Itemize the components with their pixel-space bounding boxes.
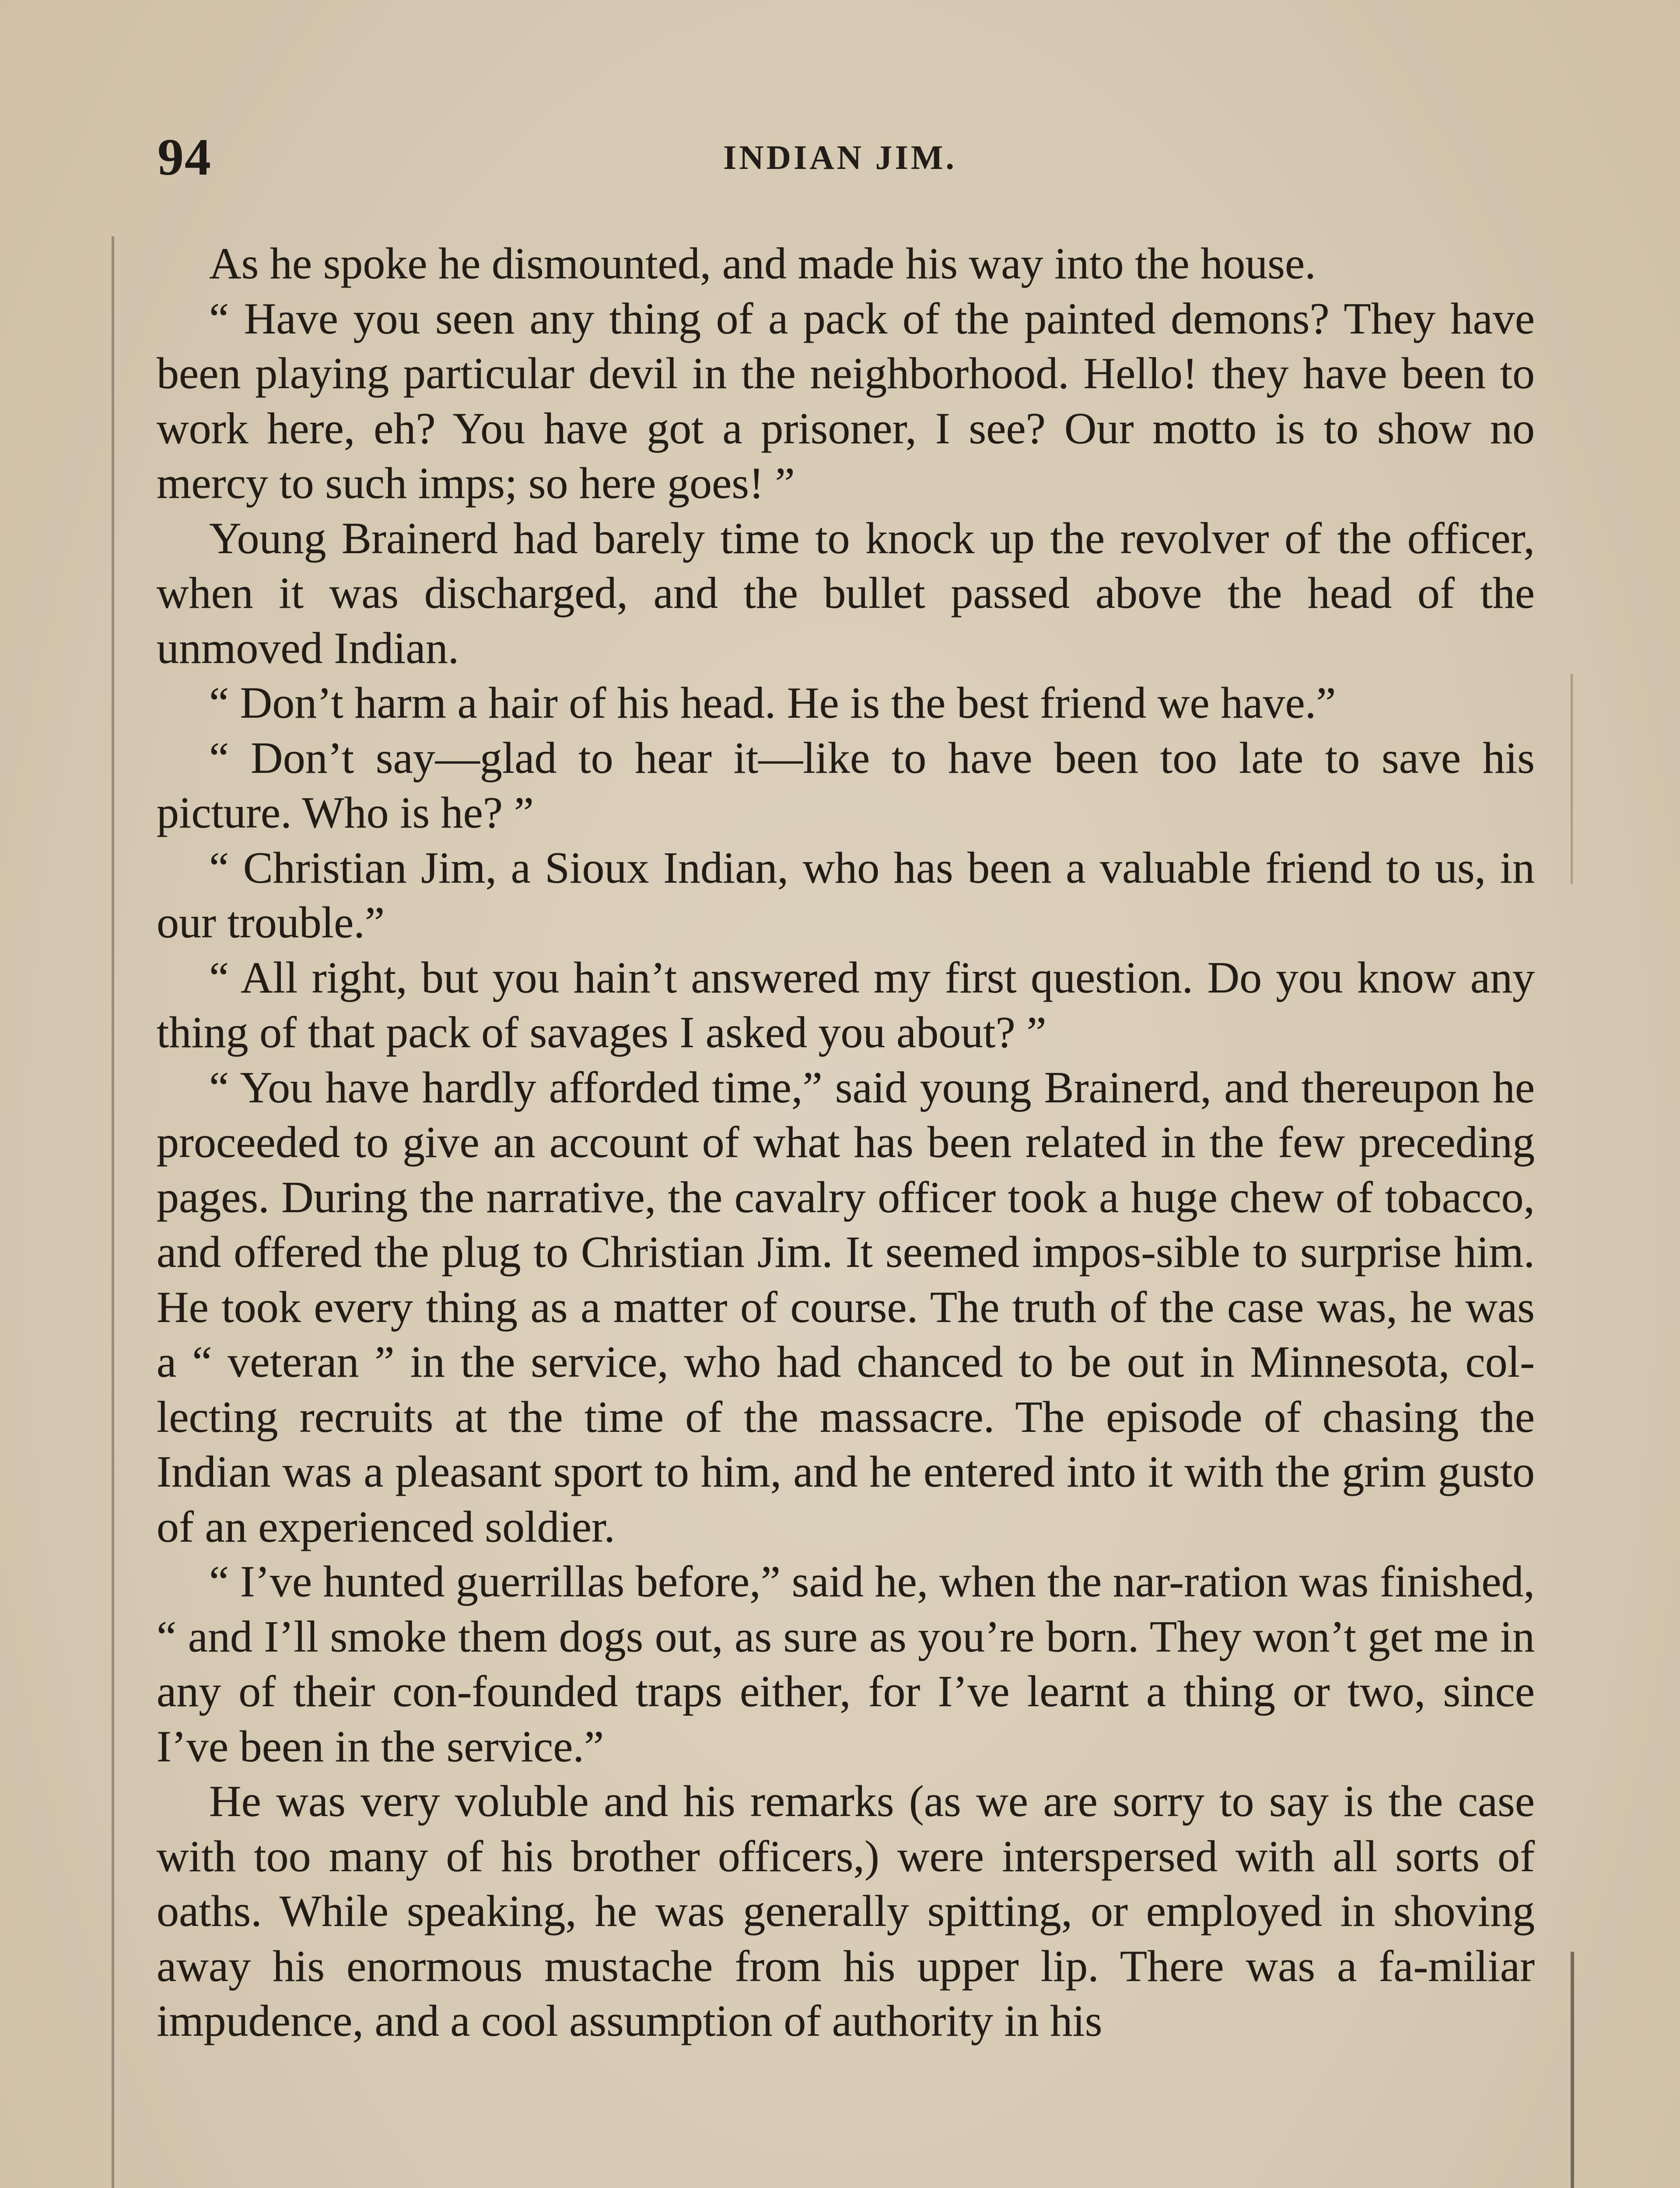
- paragraph: “ I’ve hunted guerrillas before,” said he, when the nar-ration was finished, “ and I’ll smoke them dogs out, as sure as you’re born. They won’t get me in any of their con-founded traps either, for I’ve learnt a thing or two, since I’ve been in the service.”: [157, 1557, 1535, 1771]
- paragraph: As he spoke he dismounted, and made his way into the house.: [209, 239, 1316, 288]
- running-head: INDIAN JIM.: [723, 138, 957, 176]
- right-margin-mark-lower: [1571, 1952, 1574, 2188]
- page-header: [0, 118, 1680, 188]
- paragraph: “ All right, but you hain’t answered my first question. Do you know any thing of that pack of savages I asked you about? ”: [157, 953, 1535, 1057]
- body-text: [157, 236, 1535, 2049]
- paragraph: He was very voluble and his remarks (as we are sorry to say is the case with too many of his brother officers,) were interspersed with all sorts of oaths. While speaking, he was generally spitting, or employed in shoving away his enormous mustache from his upper lip. There was a fa-miliar impudence, and a cool assumption of authority in his: [157, 1777, 1535, 2046]
- left-margin-mark: [112, 236, 114, 2188]
- paragraph: “ Christian Jim, a Sioux Indian, who has been a valuable friend to us, in our trouble.”: [157, 843, 1535, 947]
- paragraph: “ You have hardly afforded time,” said young Brainerd, and thereupon he proceeded to give an account of what has been related in the few preceding pages. During the narrative, the cavalry officer took a huge chew of tobacco, and offered the plug to Christian Jim. It seemed impos-sible to surprise him. He took every thing as a matter of course. The truth of the case was, he was a “ veteran ” in the service, who had chanced to be out in Minnesota, col-lecting recruits at the time of the massacre. The episode of chasing the Indian was a pleasant sport to him, and he entered into it with the grim gusto of an experienced soldier.: [157, 1062, 1535, 1552]
- right-margin-mark-upper: [1571, 674, 1573, 884]
- paragraph: Young Brainerd had barely time to knock up the revolver of the officer, when it was discharged, and the bullet passed above the head of the unmoved Indian.: [157, 513, 1535, 673]
- page-number: 94: [158, 128, 212, 186]
- paragraph: “ Don’t harm a hair of his head. He is the best friend we have.”: [209, 678, 1336, 728]
- paragraph: “ Have you seen any thing of a pack of the painted demons? They have been playing particular devil in the neighborhood. Hello! they have been to work here, eh? You have got a prisoner, I see? Our motto is to show no mercy to such imps; so here goes! ”: [157, 294, 1535, 508]
- paragraph: “ Don’t say—glad to hear it—like to have been too late to save his picture. Who is he? ”: [157, 733, 1535, 838]
